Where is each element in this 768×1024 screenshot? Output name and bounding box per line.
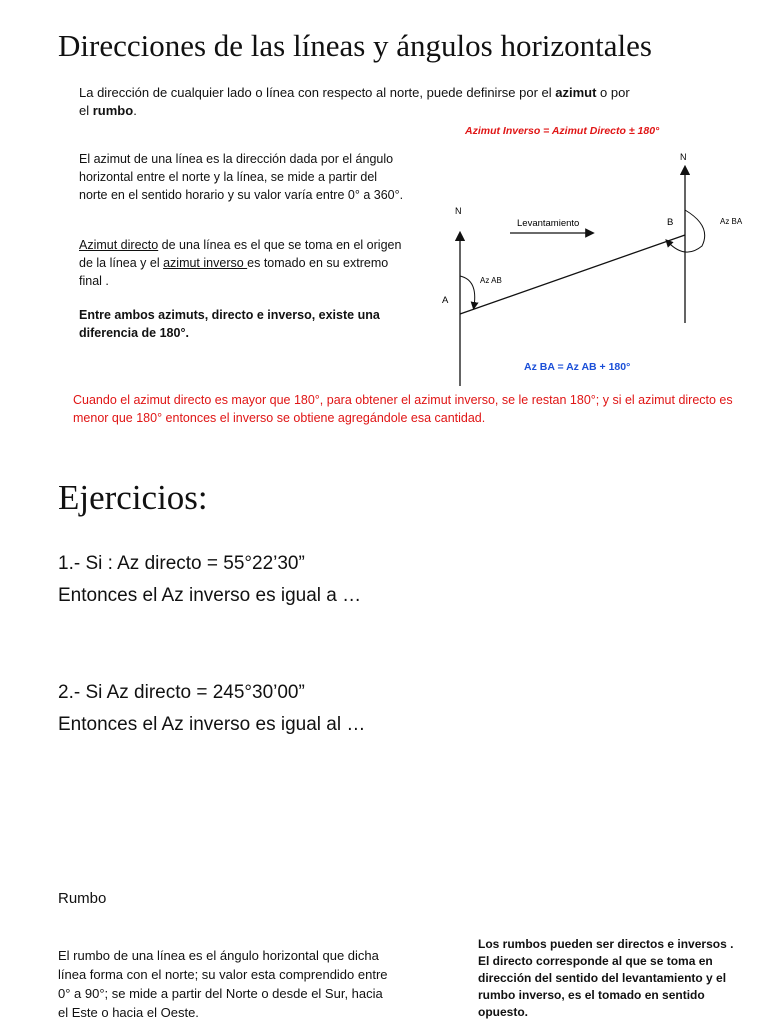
ejercicios-heading: Ejercicios: [58,478,208,517]
azimut-diagram [420,118,750,388]
formula-bottom: Az BA = Az AB + 180° [524,361,631,373]
point-b-label: B [667,217,674,228]
levantamiento-label: Levantamiento [517,218,580,229]
exercise-2-line-2: Entonces el Az inverso es igual al … [58,714,366,735]
north-label-a: N [455,206,462,216]
directo-inverso-paragraph [79,236,409,290]
exercise-1-line-2: Entonces el Az inverso es igual a … [58,585,362,606]
exercise-1-line-1: 1.- Si : Az directo = 55°22’30” [58,553,305,574]
intro-text-c: . [133,103,137,118]
az-ba-arc [668,210,705,252]
point-a-label: A [442,295,449,306]
red-note: Cuando el azimut directo es mayor que 180°, para obtener el azimut inverso, se le restan 180°; y si el azimut directo es menor que 180° entonces el inverso se obtiene agregándole esa cantidad. [73,393,733,425]
exercise-2-line-1: 2.- Si Az directo = 245°30’00” [58,682,305,703]
az-ab-arc [460,276,475,306]
azimut-definition: El azimut de una línea es la dirección dada por el ángulo horizontal entre el norte y la línea, se mide a partir del norte en el sentido horario y su valor varía entre 0° a 360°. [79,152,404,202]
directo-inverso-text-a: de una línea es el que se toma en el origen de la línea y el [79,238,402,270]
intro-text-b: o por el [79,85,630,118]
north-label-b: N [680,152,687,162]
az-ba-label: Az BA [720,217,743,226]
page-title: Direcciones de las líneas y ángulos horizontales [58,28,652,63]
rumbo-side-note: Los rumbos pueden ser directos e inversos . El directo corresponde al que se toma en dirección del sentido del levantamiento y el rumbo inverso, es el tomado en sentido opuesto. [478,937,734,1019]
intro-text-a: La dirección de cualquier lado o línea con respecto al norte, puede definirse por el [79,85,556,100]
rumbo-definition: El rumbo de una línea es el ángulo horizontal que dicha línea forma con el norte; su valor esta comprendido entre 0° a 90°; se mide a partir del Norte o desde el Sur, hacia el Este o hacia el Oeste. [58,948,388,1020]
intro-azimut-term: azimut [555,85,597,100]
intro-rumbo-term: rumbo [92,103,134,118]
azimut-inverso-term: azimut inverso [163,256,248,270]
formula-top: Azimut Inverso = Azimut Directo ± 180° [465,125,660,137]
directo-inverso-text-b: es tomado en su extremo final . [79,256,389,288]
az-ab-label: Az AB [480,276,502,285]
diferencia-paragraph: Entre ambos azimuts, directo e inverso, existe una diferencia de 180°. [79,308,380,340]
azimut-directo-term: Azimut directo [79,238,159,252]
line-ab [460,235,685,314]
rumbo-heading: Rumbo [58,890,107,907]
intro-paragraph [79,84,639,120]
